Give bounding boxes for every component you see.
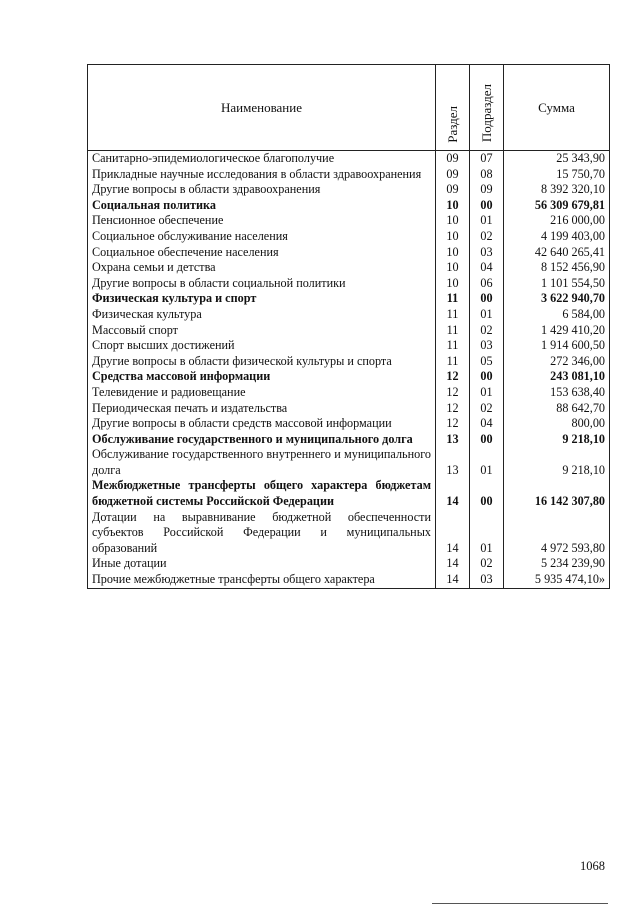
row-sum-cell: 56 309 679,81 bbox=[504, 198, 610, 214]
row-section-cell: 09 bbox=[436, 167, 470, 183]
table-row bbox=[88, 167, 610, 183]
row-section-cell: 13 bbox=[436, 447, 470, 478]
footer-divider bbox=[432, 903, 608, 904]
page-number: 1068 bbox=[580, 859, 605, 873]
table-row bbox=[88, 416, 610, 432]
row-subsection-cell: 03 bbox=[470, 338, 504, 354]
row-subsection-cell: 04 bbox=[470, 416, 504, 432]
column-header-subsection bbox=[470, 65, 504, 151]
row-subsection-cell: 09 bbox=[470, 182, 504, 198]
row-subsection-cell: 01 bbox=[470, 213, 504, 229]
row-subsection-cell: 08 bbox=[470, 167, 504, 183]
row-name-cell: Массовый спорт bbox=[88, 323, 436, 339]
row-sum-cell: 8 392 320,10 bbox=[504, 182, 610, 198]
column-header-section-label: Раздел bbox=[445, 105, 460, 143]
row-name-cell: Другие вопросы в области средств массовой информации bbox=[88, 416, 436, 432]
row-section-cell: 11 bbox=[436, 323, 470, 339]
row-subsection-cell: 00 bbox=[470, 198, 504, 214]
row-subsection-cell: 06 bbox=[470, 276, 504, 292]
table-row bbox=[88, 401, 610, 417]
table-row bbox=[88, 291, 610, 307]
row-sum-cell: 5 935 474,10» bbox=[504, 572, 610, 588]
row-sum-cell: 1 914 600,50 bbox=[504, 338, 610, 354]
row-subsection-cell: 01 bbox=[470, 510, 504, 557]
row-section-cell: 10 bbox=[436, 245, 470, 261]
row-sum-cell: 153 638,40 bbox=[504, 385, 610, 401]
row-subsection-cell: 05 bbox=[470, 354, 504, 370]
row-sum-cell: 5 234 239,90 bbox=[504, 556, 610, 572]
column-header-subsection-label: Подраздел bbox=[479, 84, 494, 143]
budget-table bbox=[87, 64, 610, 589]
row-sum-cell: 8 152 456,90 bbox=[504, 260, 610, 276]
row-subsection-cell: 01 bbox=[470, 307, 504, 323]
row-subsection-cell: 02 bbox=[470, 229, 504, 245]
table-row bbox=[88, 151, 610, 167]
table-body bbox=[88, 151, 610, 589]
table-row bbox=[88, 432, 610, 448]
row-sum-cell: 4 972 593,80 bbox=[504, 510, 610, 557]
row-sum-cell: 272 346,00 bbox=[504, 354, 610, 370]
table-row bbox=[88, 182, 610, 198]
table-row bbox=[88, 323, 610, 339]
row-subsection-cell: 02 bbox=[470, 401, 504, 417]
row-sum-cell: 6 584,00 bbox=[504, 307, 610, 323]
table-row bbox=[88, 338, 610, 354]
row-sum-cell: 88 642,70 bbox=[504, 401, 610, 417]
row-sum-cell: 9 218,10 bbox=[504, 447, 610, 478]
row-section-cell: 12 bbox=[436, 369, 470, 385]
row-subsection-cell: 07 bbox=[470, 151, 504, 167]
row-name-cell: Периодическая печать и издательства bbox=[88, 401, 436, 417]
row-name-cell: Средства массовой информации bbox=[88, 369, 436, 385]
table-row bbox=[88, 354, 610, 370]
row-section-cell: 10 bbox=[436, 229, 470, 245]
row-name-cell: Другие вопросы в области здравоохранения bbox=[88, 182, 436, 198]
row-name-cell: Прочие межбюджетные трансферты общего характера bbox=[88, 572, 436, 588]
row-section-cell: 11 bbox=[436, 291, 470, 307]
row-section-cell: 14 bbox=[436, 556, 470, 572]
row-sum-cell: 3 622 940,70 bbox=[504, 291, 610, 307]
row-section-cell: 09 bbox=[436, 151, 470, 167]
row-name-cell: Спорт высших достижений bbox=[88, 338, 436, 354]
table-row bbox=[88, 447, 610, 478]
row-subsection-cell: 00 bbox=[470, 291, 504, 307]
table-header bbox=[88, 65, 610, 151]
row-section-cell: 09 bbox=[436, 182, 470, 198]
row-sum-cell: 42 640 265,41 bbox=[504, 245, 610, 261]
row-name-cell: Социальное обслуживание населения bbox=[88, 229, 436, 245]
row-section-cell: 10 bbox=[436, 213, 470, 229]
table-row bbox=[88, 478, 610, 509]
row-section-cell: 14 bbox=[436, 572, 470, 588]
table-row bbox=[88, 307, 610, 323]
row-subsection-cell: 02 bbox=[470, 556, 504, 572]
row-name-cell: Охрана семьи и детства bbox=[88, 260, 436, 276]
table-row bbox=[88, 385, 610, 401]
row-sum-cell: 16 142 307,80 bbox=[504, 478, 610, 509]
row-name-cell: Обслуживание государственного и муниципального долга bbox=[88, 432, 436, 448]
table-row bbox=[88, 556, 610, 572]
row-name-cell: Социальное обеспечение населения bbox=[88, 245, 436, 261]
row-sum-cell: 1 429 410,20 bbox=[504, 323, 610, 339]
row-subsection-cell: 00 bbox=[470, 478, 504, 509]
row-name-cell: Другие вопросы в области социальной политики bbox=[88, 276, 436, 292]
row-subsection-cell: 01 bbox=[470, 385, 504, 401]
row-section-cell: 10 bbox=[436, 276, 470, 292]
row-sum-cell: 25 343,90 bbox=[504, 151, 610, 167]
row-section-cell: 12 bbox=[436, 401, 470, 417]
row-section-cell: 11 bbox=[436, 307, 470, 323]
table-row bbox=[88, 510, 610, 557]
table-row bbox=[88, 213, 610, 229]
row-section-cell: 10 bbox=[436, 260, 470, 276]
row-subsection-cell: 02 bbox=[470, 323, 504, 339]
row-name-cell: Прикладные научные исследования в области здравоохранения bbox=[88, 167, 436, 183]
row-subsection-cell: 03 bbox=[470, 572, 504, 588]
table-row bbox=[88, 229, 610, 245]
row-sum-cell: 1 101 554,50 bbox=[504, 276, 610, 292]
row-sum-cell: 9 218,10 bbox=[504, 432, 610, 448]
row-name-cell: Телевидение и радиовещание bbox=[88, 385, 436, 401]
row-name-cell: Пенсионное обеспечение bbox=[88, 213, 436, 229]
table-row bbox=[88, 369, 610, 385]
table-row bbox=[88, 260, 610, 276]
row-section-cell: 12 bbox=[436, 385, 470, 401]
row-name-cell: Иные дотации bbox=[88, 556, 436, 572]
row-name-cell: Обслуживание государственного внутреннего и муниципального долга bbox=[88, 447, 436, 478]
row-name-cell: Физическая культура bbox=[88, 307, 436, 323]
row-sum-cell: 243 081,10 bbox=[504, 369, 610, 385]
row-name-cell: Другие вопросы в области физической культуры и спорта bbox=[88, 354, 436, 370]
row-subsection-cell: 00 bbox=[470, 432, 504, 448]
column-header-section bbox=[436, 65, 470, 151]
row-sum-cell: 4 199 403,00 bbox=[504, 229, 610, 245]
table-row bbox=[88, 198, 610, 214]
table-row bbox=[88, 276, 610, 292]
row-name-cell: Социальная политика bbox=[88, 198, 436, 214]
row-section-cell: 13 bbox=[436, 432, 470, 448]
row-name-cell: Санитарно-эпидемиологическое благополучие bbox=[88, 151, 436, 167]
row-subsection-cell: 00 bbox=[470, 369, 504, 385]
row-subsection-cell: 04 bbox=[470, 260, 504, 276]
row-name-cell: Межбюджетные трансферты общего характера бюджетам бюджетной системы Российской Федерации bbox=[88, 478, 436, 509]
row-section-cell: 10 bbox=[436, 198, 470, 214]
row-sum-cell: 216 000,00 bbox=[504, 213, 610, 229]
column-header-sum: Сумма bbox=[504, 65, 610, 151]
row-subsection-cell: 01 bbox=[470, 447, 504, 478]
row-name-cell: Дотации на выравнивание бюджетной обеспеченности субъектов Российской Федерации и муниципальных образований bbox=[88, 510, 436, 557]
row-sum-cell: 800,00 bbox=[504, 416, 610, 432]
row-name-cell: Физическая культура и спорт bbox=[88, 291, 436, 307]
row-sum-cell: 15 750,70 bbox=[504, 167, 610, 183]
row-subsection-cell: 03 bbox=[470, 245, 504, 261]
row-section-cell: 14 bbox=[436, 510, 470, 557]
row-section-cell: 11 bbox=[436, 354, 470, 370]
row-section-cell: 12 bbox=[436, 416, 470, 432]
row-section-cell: 11 bbox=[436, 338, 470, 354]
table-row bbox=[88, 245, 610, 261]
column-header-name: Наименование bbox=[88, 65, 436, 151]
table-row bbox=[88, 572, 610, 588]
row-section-cell: 14 bbox=[436, 478, 470, 509]
